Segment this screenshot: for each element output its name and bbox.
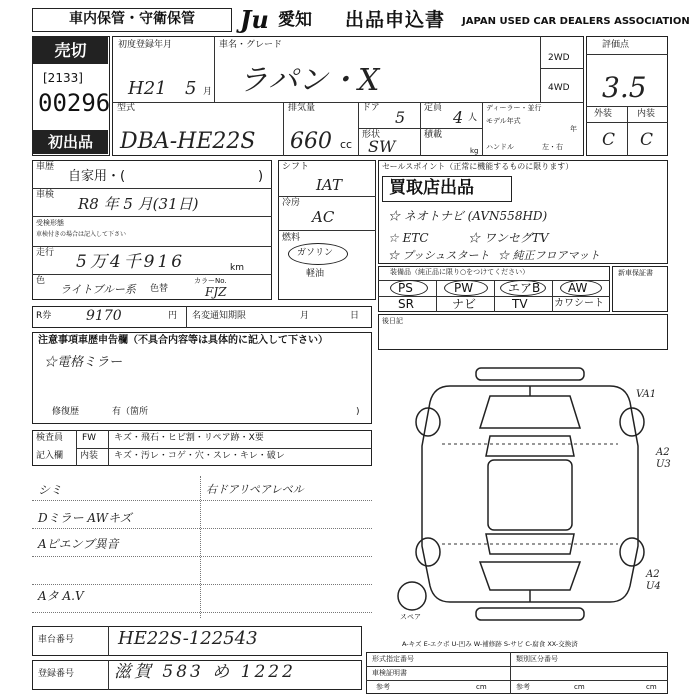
first-reg-month[interactable]: 5: [185, 78, 197, 99]
damage-mark-3[interactable]: U3: [656, 459, 671, 470]
association-english: JAPAN USED CAR DEALERS ASSOCIATION: [462, 16, 690, 27]
load-label: 積載: [424, 130, 443, 140]
ac-value[interactable]: AC: [312, 208, 335, 226]
trunk: [480, 562, 580, 590]
grade-label: 評価点: [602, 40, 630, 50]
recycle-value[interactable]: 9170: [86, 308, 122, 324]
inspector-note-right[interactable]: 右ドアリペアレベル: [206, 483, 304, 496]
rear-note-box: [378, 314, 668, 350]
shift-value[interactable]: IAT: [316, 176, 342, 194]
first-reg-label: 初度登録年月: [118, 40, 173, 50]
sales-point-5[interactable]: ☆ 純正フロアマット: [498, 249, 601, 262]
car-damage-diagram[interactable]: [380, 356, 680, 626]
buyer-stamp: [382, 176, 512, 202]
first-reg-year[interactable]: H21: [128, 78, 167, 99]
drive-4wd[interactable]: 4WD: [548, 83, 570, 93]
spare-label: スペア: [400, 613, 421, 621]
mileage-value[interactable]: 5万4千916: [76, 252, 186, 272]
inspector-note-5[interactable]: Aタ A.V: [38, 589, 84, 603]
inspector-note-2[interactable]: Dミラー AWキズ: [38, 511, 132, 525]
spare-tire: [398, 582, 426, 610]
repair-label: 修復歴: [52, 407, 80, 417]
notes-text[interactable]: ☆電格ミラー: [44, 355, 123, 370]
capacity-value[interactable]: 4: [453, 108, 464, 127]
ac-label: 冷房: [282, 198, 301, 208]
repair-close: ): [356, 407, 360, 417]
fuel-gas-option: ガソリン: [297, 248, 334, 258]
inspector-fw: FW: [82, 433, 97, 443]
usage-close: ): [258, 169, 264, 184]
form-spec-label: 形式指定番号: [372, 655, 414, 663]
damage-mark-2[interactable]: A2: [656, 447, 670, 458]
first-listing-label: 初出品: [33, 130, 108, 154]
damage-mark-1[interactable]: VA1: [636, 389, 657, 400]
front-bumper: [476, 368, 584, 380]
color-code[interactable]: FJZ: [205, 285, 227, 299]
km-unit: km: [230, 263, 244, 273]
sales-point-4[interactable]: ☆ プッシュスタート: [388, 249, 490, 262]
recycle-label: R券: [36, 311, 52, 321]
equip-power-seat[interactable]: カワシート: [554, 298, 604, 309]
wheel-rear-right: [620, 538, 644, 566]
class-label: 類別区分番号: [516, 655, 558, 663]
storage-badge-text: 車内保管・守衛保管: [69, 11, 195, 27]
grade-value[interactable]: 3.5: [602, 71, 647, 104]
shape-value[interactable]: SW: [368, 137, 396, 156]
inspector-fw-items[interactable]: キズ・飛石・ヒビ割・リペア跡・X要: [114, 433, 264, 443]
equipment-label: 装備品（純正品に限り○をつけてください）: [390, 268, 530, 276]
inspector-note-1[interactable]: シミ: [38, 483, 63, 497]
displacement-label: 排気量: [288, 103, 316, 113]
rear-bumper: [476, 608, 584, 620]
inspection-value[interactable]: R8 年 5 月(31日): [78, 195, 199, 213]
color-change-label: 色替: [150, 284, 169, 294]
ref-label-1: 参考: [376, 683, 390, 691]
plate-label: 登録番号: [38, 669, 75, 679]
org-name: 愛知: [278, 10, 312, 30]
chassis-label: 車台番号: [38, 635, 75, 645]
interior-label: 内装: [637, 109, 656, 119]
cc-unit: cc: [340, 138, 353, 151]
inspector-label: 検査員: [36, 433, 64, 443]
cm-unit-1: cm: [476, 683, 487, 691]
storage-badge: [32, 8, 232, 32]
inspector-interior-items[interactable]: キズ・汚レ・コゲ・穴・スレ・キレ・破レ: [114, 451, 285, 461]
buyer-stamp-text: 買取店出品: [389, 178, 474, 198]
notes-title: 注意事項車歴申告欄（不具合内容等は具体的に記入して下さい）: [38, 335, 328, 346]
dealer-label: ディーラー・並行: [486, 104, 542, 112]
model-year-label: モデル年式: [486, 117, 521, 125]
usage-value[interactable]: 自家用・(: [68, 169, 126, 184]
fuel-label: 燃料: [282, 233, 301, 243]
usage-label: 車歴: [36, 162, 55, 172]
form-title: 出品申込書: [345, 9, 446, 31]
equip-pw[interactable]: PW: [454, 281, 474, 295]
interior-value[interactable]: C: [640, 130, 654, 150]
door-label: ドア: [362, 103, 380, 113]
inspector-interior: 内装: [80, 451, 99, 461]
car-name-value[interactable]: ラパン・X: [238, 63, 380, 98]
windshield: [486, 436, 574, 456]
damage-mark-5[interactable]: U4: [646, 581, 661, 592]
month-unit: 月: [203, 87, 213, 97]
door-value[interactable]: 5: [395, 108, 406, 127]
damage-legend: A-キズ E-エクボ U-凹み W-補修跡 S-サビ C-腐食 XX-交換済: [402, 640, 578, 648]
sales-point-3[interactable]: ☆ ワンセグTV: [468, 231, 549, 245]
rear-note-label: 後日記: [382, 317, 403, 325]
rear-window: [486, 534, 574, 554]
shape-label: 形状: [362, 130, 381, 140]
fuel-diesel-option[interactable]: 軽油: [306, 269, 325, 279]
color-label: 色: [36, 276, 46, 286]
exterior-value[interactable]: C: [602, 130, 616, 150]
equip-sr[interactable]: SR: [398, 297, 414, 311]
notice-day: 日: [350, 311, 360, 321]
notice-label: 名変通知期限: [192, 311, 247, 321]
notice-month: 月: [300, 311, 310, 321]
kg-unit: kg: [470, 147, 479, 155]
reception-note: 車検付きの場合は記入して下さい: [36, 231, 127, 238]
cert-label: 車検証明書: [372, 669, 407, 677]
shift-label: シフト: [282, 162, 310, 172]
sales-points-title: セールスポイント（正常に機能するものに限ります）: [382, 162, 574, 171]
year-unit: 年: [570, 125, 577, 133]
model-value[interactable]: DBA-HE22S: [120, 129, 256, 154]
cm-unit-3: cm: [646, 683, 657, 691]
lot-code: [2133]: [43, 71, 83, 85]
model-label: 型式: [117, 103, 136, 113]
equip-navi[interactable]: ナビ: [452, 297, 477, 311]
equip-airbag[interactable]: エアB: [508, 281, 541, 295]
capacity-label: 定員: [424, 103, 443, 113]
handle-label: ハンドル: [486, 143, 514, 151]
lot-block: [32, 36, 110, 156]
cm-unit-2: cm: [574, 683, 585, 691]
roof: [488, 460, 572, 530]
reception-label: 受検形態: [36, 219, 64, 227]
fuel-gas-circle[interactable]: [288, 243, 348, 265]
equip-ps[interactable]: PS: [398, 281, 413, 295]
warranty-label: 新車保証書: [618, 269, 653, 277]
color-value[interactable]: ライトブルー系: [60, 283, 136, 296]
equip-tv[interactable]: TV: [512, 297, 528, 311]
inspection-label: 車検: [36, 190, 55, 200]
person-unit: 人: [468, 113, 478, 123]
inspector-entry-label: 記入欄: [36, 451, 64, 461]
damage-mark-4[interactable]: A2: [646, 569, 660, 580]
inspector-note-3[interactable]: Aピエンブ異音: [38, 537, 119, 551]
car-outline: [422, 386, 638, 602]
lot-number: 00296: [38, 89, 111, 117]
hood: [480, 396, 580, 428]
repair-value[interactable]: 有（箇所: [112, 407, 149, 417]
exterior-label: 外装: [594, 109, 613, 119]
color-code-label: カラーNo.: [194, 277, 227, 285]
drive-2wd[interactable]: 2WD: [548, 53, 570, 63]
sales-point-1[interactable]: ☆ ネオトナビ (AVN558HD): [388, 209, 548, 223]
sold-label: 売切: [33, 37, 108, 64]
chassis-value[interactable]: HE22S-122543: [118, 628, 258, 649]
displacement-value[interactable]: 660: [290, 129, 332, 154]
equip-aw[interactable]: AW: [568, 281, 588, 295]
sales-point-2[interactable]: ☆ ETC: [388, 231, 429, 245]
mileage-label: 走行: [36, 248, 55, 258]
yen-unit: 円: [168, 311, 178, 321]
plate-value[interactable]: 滋賀 583 め 1222: [114, 662, 296, 682]
handle-value[interactable]: 左・右: [542, 143, 563, 151]
name-label: 車名・グレード: [219, 40, 283, 50]
wheel-rear-left: [416, 538, 440, 566]
logo-mark: Ju: [240, 5, 269, 34]
ref-label-2: 参考: [516, 683, 530, 691]
